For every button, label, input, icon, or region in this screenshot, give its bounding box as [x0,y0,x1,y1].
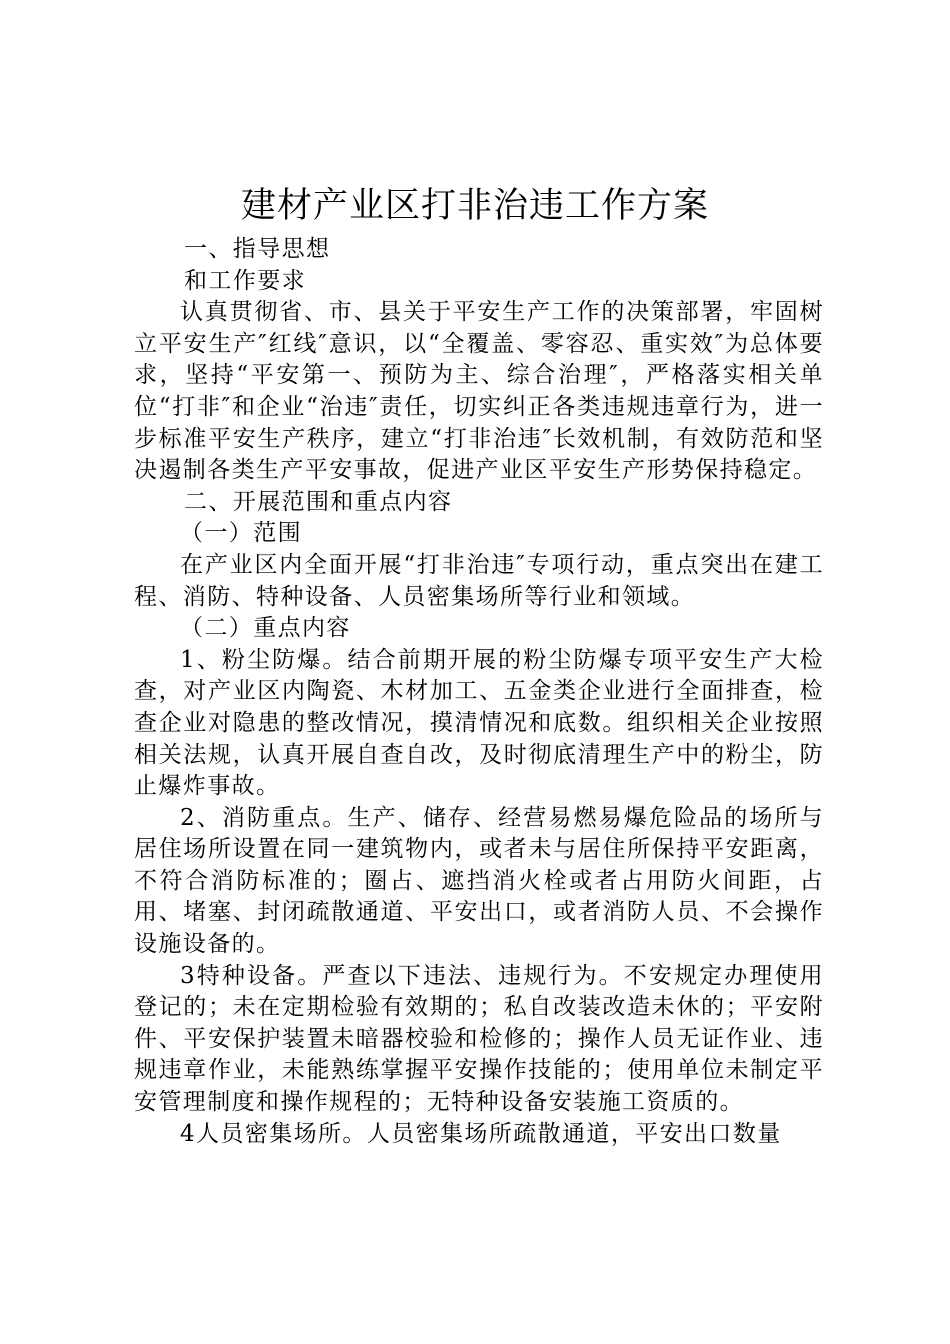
paragraph-scope: 在产业区内全面开展“打非治违″专项行动，重点突出在建工程、消防、特种设备、人员密集场所等行业和领域。 [134,551,824,610]
subheading-scope: （一）范围 [180,520,302,547]
document-title: 建材产业区打非治违工作方案 [240,186,709,226]
paragraph-fire-safety: 2、消防重点。生产、储存、经营易燃易爆危险品的场所与居住场所设置在同一建筑物内，或者未与居住所保持平安距离，不符合消防标准的；圈占、遮挡消火栓或者占用防火间距，占用、堵塞、封闭疏散通道、平安出口，或者消防人员、不会操作设施设备的。 [134,804,824,958]
section-heading-work-requirements: 和工作要求 [184,267,306,294]
section-heading-guiding-thought: 一、指导思想 [184,236,331,262]
paragraph-crowded-places: 4人员密集场所。人员密集场所疏散通道，平安出口数量 [180,1120,782,1147]
paragraph-dust-explosion: 1、粉尘防爆。结合前期开展的粉尘防爆专项平安生产大检查，对产业区内陶瓷、木材加工、五金类企业进行全面排查，检查企业对隐患的整改情况，摸清情况和底数。组织相关企业按照相关法规，认真开展自查自改，及时彻底清理生产中的粉尘，防止爆炸事故。 [134,646,824,800]
paragraph-requirements: 认真贯彻省、市、县关于平安生产工作的决策部署，牢固树立平安生产″红线″意识，以“全覆盖、零容忍、重实效″为总体要求，坚持“平安第一、预防为主、综合治理″，严格落实相关单位“打非″和企业“治违″责任，切实纠正各类违规违章行为，进一步标准平安生产秩序，建立“打非治违″长效机制，有效防范和坚决遏制各类生产平安事故，促进产业区平安生产形势保持稳定。 [134,299,824,484]
paragraph-special-equipment: 3特种设备。严查以下违法、违规行为。不安规定办理使用登记的；未在定期检验有效期的；私自改装改造未休的；平安附件、平安保护装置未暗器校验和检修的；操作人员无证作业、违规违章作业，未能熟练掌握平安操作技能的；使用单位未制定平安管理制度和操作规程的；无特种设备安装施工资质的。 [134,962,824,1116]
document-body [134,234,824,1150]
section-heading-scope-and-content: 二、开展范围和重点内容 [184,488,453,515]
subheading-key-content: （二）重点内容 [180,615,351,642]
